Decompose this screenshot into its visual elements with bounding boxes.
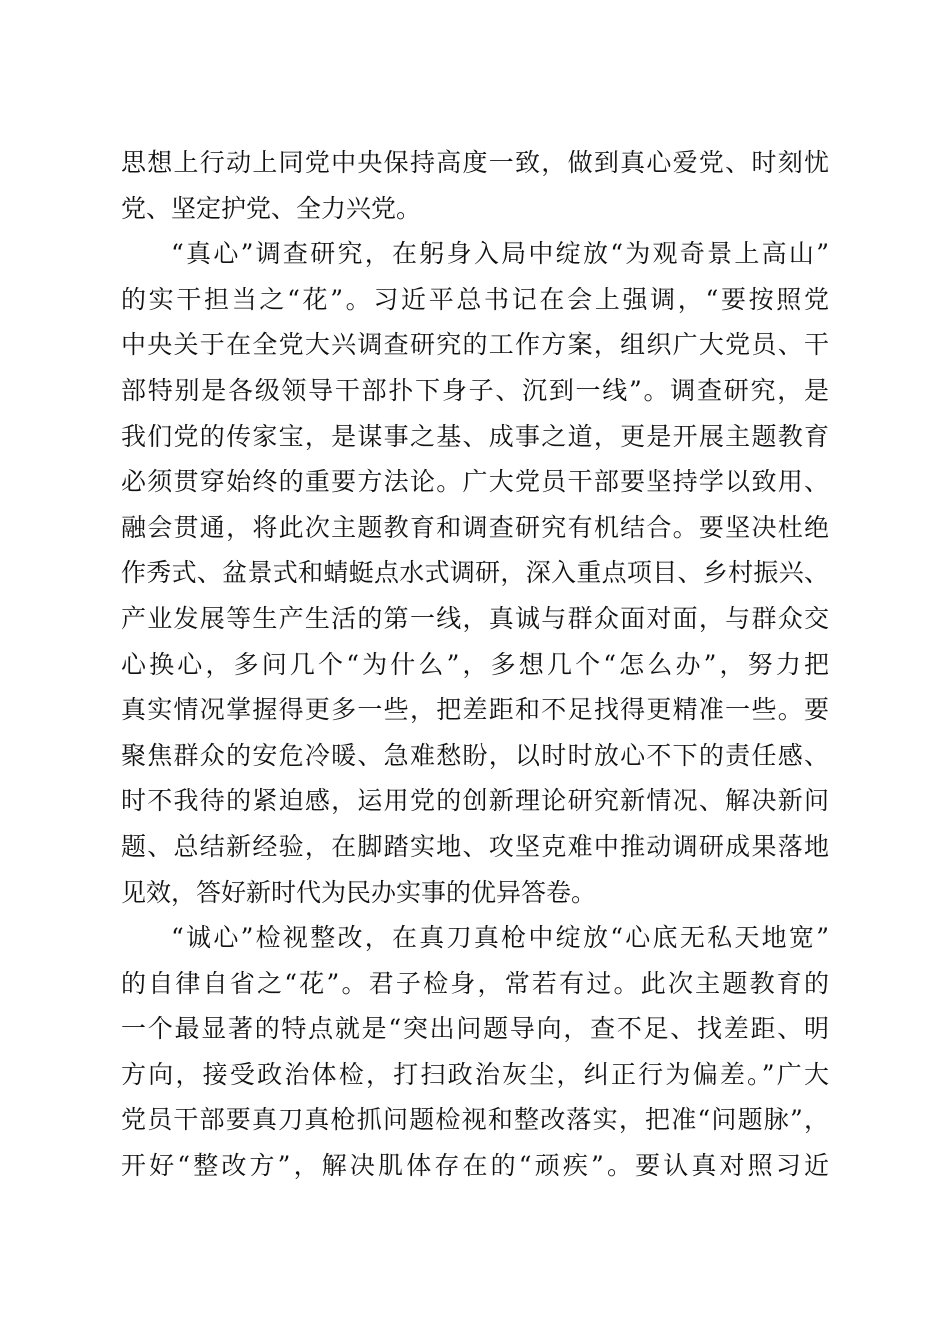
text-line: 的实干担当之“花”。习近平总书记在会上强调，“要按照党 — [121, 284, 829, 314]
text-line: 的自律自省之“花”。君子检身，常若有过。此次主题教育的 — [121, 968, 829, 998]
text-line: 部特别是各级领导干部扑下身子、沉到一线”。调查研究，是 — [121, 375, 829, 405]
text-line: 中央关于在全党大兴调查研究的工作方案，组织广大党员、干 — [121, 330, 829, 360]
text-line: 时不我待的紧迫感，运用党的创新理论研究新情况、解决新问 — [121, 786, 829, 816]
text-line: “真心”调查研究，在躬身入局中绽放“为观奇景上高山” — [171, 239, 829, 269]
text-line: 一个最显著的特点就是“突出问题导向，查不足、找差距、明 — [121, 1014, 829, 1044]
text-line: 开好“整改方”，解决肌体存在的“顽疾”。要认真对照习近 — [121, 1151, 829, 1181]
text-line: 心换心，多问几个“为什么”，多想几个“怎么办”，努力把 — [121, 649, 829, 679]
text-line: 必须贯穿始终的重要方法论。广大党员干部要坚持学以致用、 — [121, 467, 829, 497]
text-line: 党、坚定护党、全力兴党。 — [121, 193, 422, 223]
body-text — [121, 140, 829, 1189]
text-line: 思想上行动上同党中央保持高度一致，做到真心爱党、时刻忧 — [121, 148, 829, 177]
text-line: 党员干部要真刀真枪抓问题检视和整改落实，把准“问题脉”， — [121, 1105, 829, 1135]
text-line: 真实情况掌握得更多一些，把差距和不足找得更精准一些。要 — [121, 695, 829, 725]
text-line: 融会贯通，将此次主题教育和调查研究有机结合。要坚决杜绝 — [121, 512, 829, 542]
text-line: 见效，答好新时代为民办实事的优异答卷。 — [121, 877, 597, 907]
text-line: 产业发展等生产生活的第一线，真诚与群众面对面，与群众交 — [121, 603, 829, 633]
text-line: “诚心”检视整改，在真刀真枪中绽放“心底无私天地宽” — [171, 923, 829, 953]
text-line: 方向，接受政治体检，打扫政治灰尘，纠正行为偏差。”广大 — [121, 1059, 829, 1089]
text-line: 作秀式、盆景式和蜻蜓点水式调研，深入重点项目、乡村振兴、 — [121, 558, 829, 588]
text-line: 聚焦群众的安危冷暖、急难愁盼，以时时放心不下的责任感、 — [121, 740, 829, 770]
text-line: 我们党的传家宝，是谋事之基、成事之道，更是开展主题教育 — [121, 421, 829, 451]
text-line: 题、总结新经验，在脚踏实地、攻坚克难中推动调研成果落地 — [121, 831, 829, 861]
